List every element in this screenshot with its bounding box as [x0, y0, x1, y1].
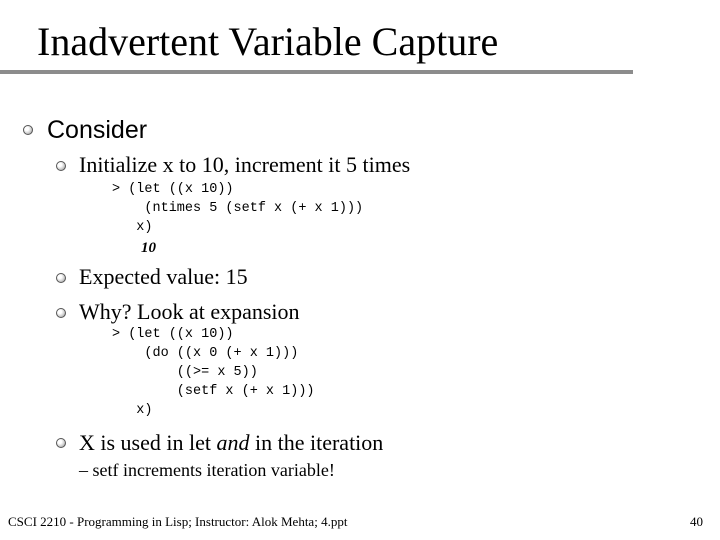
heading-consider: Consider	[47, 116, 148, 144]
code-line: x)	[112, 403, 153, 418]
x-used-text-1: X is used in let	[79, 430, 217, 455]
page-number: 40	[690, 514, 703, 529]
code-line: (setf x (+ x 1)))	[112, 384, 315, 399]
bullet-initialize: Initialize x to 10, increment it 5 times	[79, 152, 411, 177]
code-line: (ntimes 5 (setf x (+ x 1)))	[112, 201, 364, 216]
code-block-ntimes	[112, 180, 363, 237]
footer-text: CSCI 2210 - Programming in Lisp; Instructor: Alok Mehta; 4.ppt	[8, 514, 348, 529]
bullet-why: Why? Look at expansion	[79, 299, 300, 324]
code-line: > (let ((x 10))	[112, 182, 234, 197]
bullet-icon	[56, 438, 66, 448]
bullet-icon	[56, 273, 66, 283]
result-value: 10	[141, 240, 156, 256]
code-line: > (let ((x 10))	[112, 327, 234, 342]
bullet-icon	[23, 125, 33, 135]
bullet-icon	[56, 161, 66, 171]
title-divider	[0, 70, 633, 74]
bullet-expected: Expected value: 15	[79, 264, 248, 289]
x-used-text-2: in the iteration	[249, 430, 384, 455]
bullet-x-used	[79, 429, 383, 457]
code-line: ((>= x 5))	[112, 365, 258, 380]
x-used-emphasis: and	[216, 430, 250, 455]
code-block-expansion	[112, 325, 315, 420]
slide-title: Inadvertent Variable Capture	[37, 19, 499, 64]
code-line: x)	[112, 220, 153, 235]
sub-note-setf: – setf increments iteration variable!	[79, 460, 335, 480]
bullet-icon	[56, 308, 66, 318]
code-line: (do ((x 0 (+ x 1)))	[112, 346, 299, 361]
